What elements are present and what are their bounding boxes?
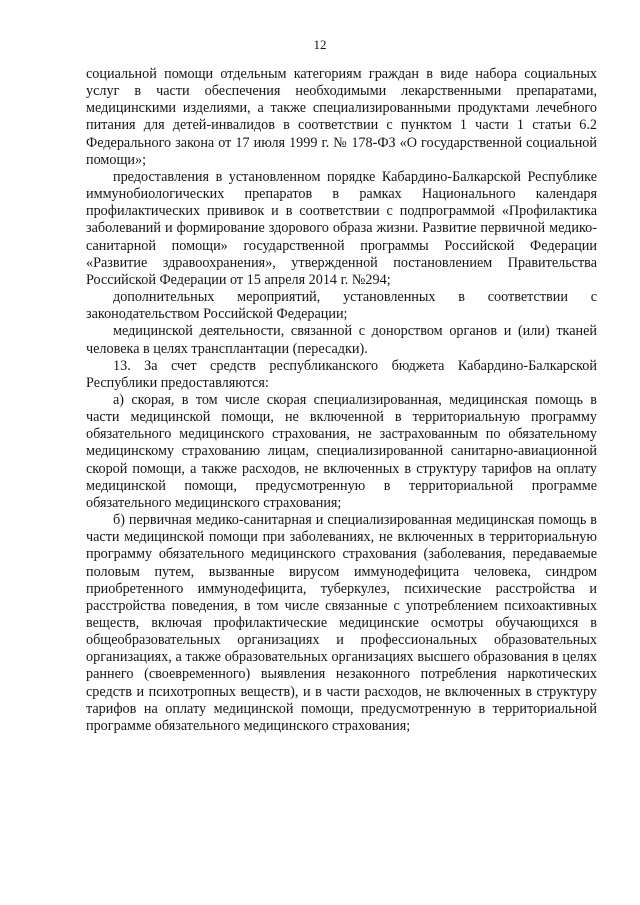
paragraph-social-help-continuation: социальной помощи отдельным категориям граждан в виде набора социальных услуг в части обеспечения необходимыми лекарственными препаратами, медицинскими изделиями, а также специализированными продуктами лечебного питания для детей-инвалидов в соответствии с пунктом 1 части 1 статьи 6.2 Федерального закона от 17 июля 1999 г. № 178-ФЗ «О государственной социальной помощи»; [86,66,597,168]
page-number: 12 [313,37,327,52]
paragraph-additional-measures: дополнительных мероприятий, установленных в соответствии с законодательством Российской Федерации; [86,289,597,323]
paragraph-item-13a-emergency-care: а) скорая, в том числе скорая специализированная, медицинская помощь в части медицинской помощи, не включенной в территориальную программу обязательного медицинского страхования, не застрахованным по обязательному медицинскому страхованию лицам, специализированной санитарно-авиационной скорой помощи, а также расходов, не включенных в структуру тарифов на оплату медицинской помощи, предусмотренную в территориальной программе обязательного медицинского страхования; [86,391,597,511]
paragraph-item-13b-primary-care: б) первичная медико-санитарная и специализированная медицинская помощь в части медицинской помощи при заболеваниях, не включенных в территориальную программу обязательного медицинского страхования (заболевания, передаваемые половым путем, вызванные вирусом иммунодефицита человека, синдром приобретенного иммунодефицита, туберкулез, психические расстройства и расстройства поведения, в том числе связанные с употреблением психоактивных веществ, включая профилактические медицинские осмотры обучающихся в общеобразовательных организациях и профессиональных образовательных организациях, а также образовательных организациях высшего образования в целях раннего (своевременного) выявления незаконного потребления наркотических средств и психотропных веществ), и в части расходов, не включенных в структуру тарифов на оплату медицинской помощи, предусмотренную в территориальной программе обязательного медицинского страхования; [86,512,597,734]
document-body [86,66,597,735]
paragraph-immunobiological-preparations: предоставления в установленном порядке Кабардино-Балкарской Республике иммунобиологических препаратов в рамках Национального календаря профилактических прививок и в соответствии с подпрограммой «Профилактика заболеваний и формирование здорового образа жизни. Развитие первичной медико-санитарной помощи» государственной программы Российской Федерации «Развитие здравоохранения», утвержденной постановлением Правительства Российской Федерации от 15 апреля 2014 г. №294; [86,168,597,288]
paragraph-organ-donation: медицинской деятельности, связанной с донорством органов и (или) тканей человека в целях трансплантации (пересадки). [86,323,597,357]
paragraph-item-13-heading: 13. За счет средств республиканского бюджета Кабардино-Балкарской Республики предоставляются: [86,357,597,391]
